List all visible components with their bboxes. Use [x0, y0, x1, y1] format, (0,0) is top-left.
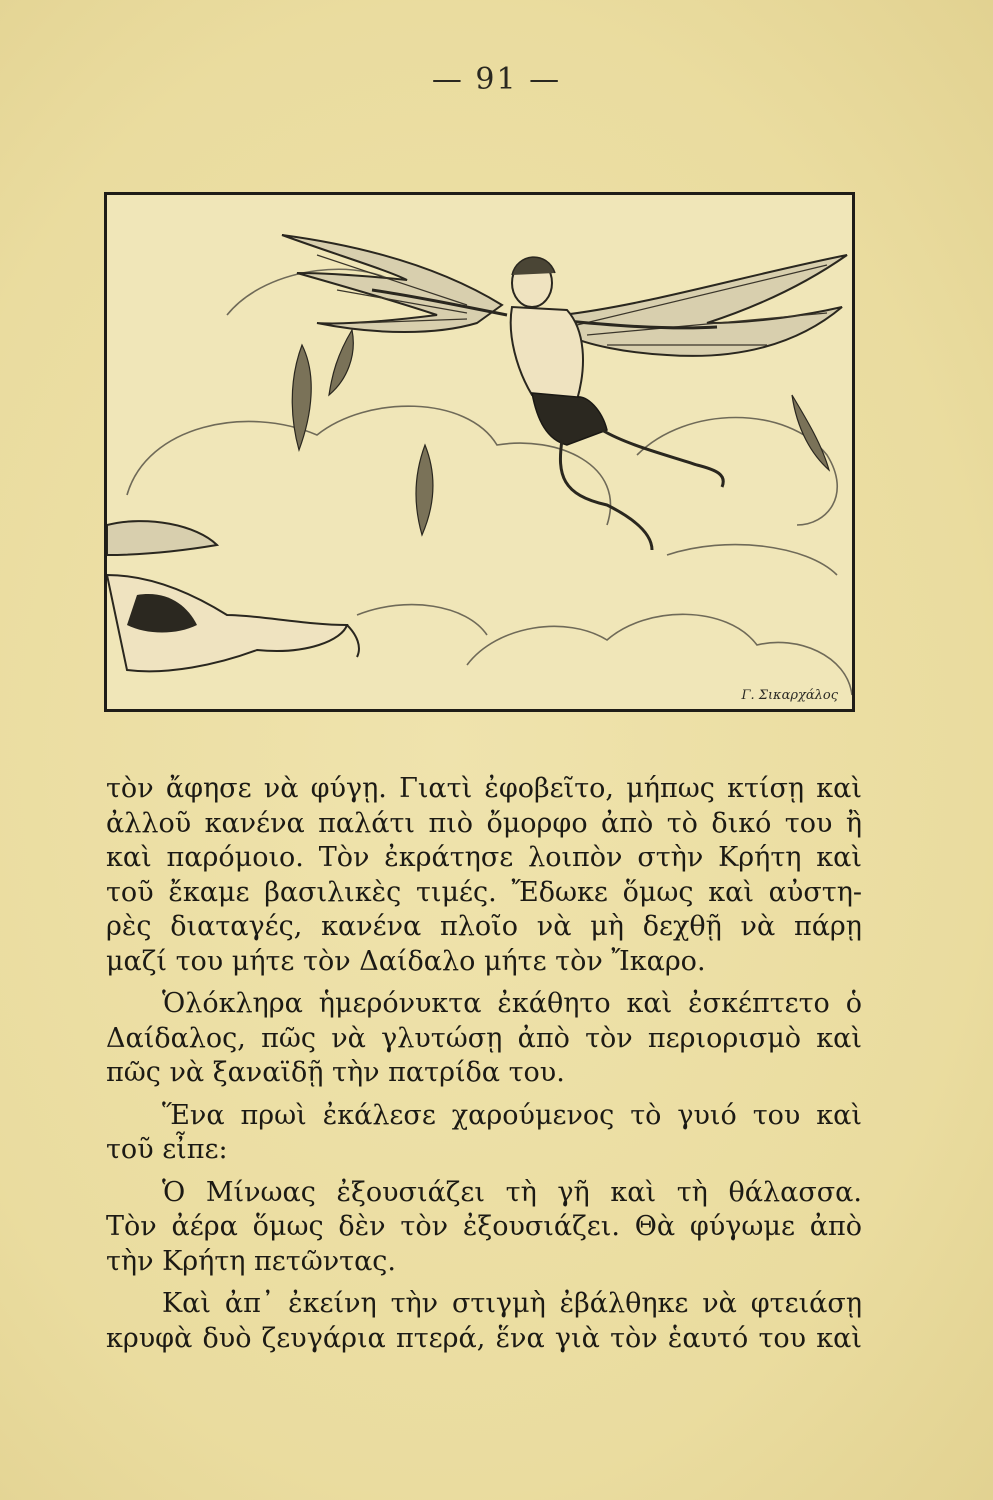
- text-line: καὶ παρόμοιο. Τὸν ἐκράτησε λοιπὸν στὴν Κρήτη καὶ: [106, 842, 862, 873]
- body-text: [106, 772, 862, 1356]
- text-line: μαζί του μήτε τὸν Δαίδαλο μήτε τὸν Ἴκαρο.: [106, 945, 706, 977]
- page-number: — 91 —: [431, 62, 562, 97]
- paragraph: [106, 1099, 862, 1168]
- text-line: τοῦ ἔκαμε βασιλικὲς τιμές. Ἔδωκε ὅμως καὶ αὐστη-: [106, 876, 862, 908]
- text-line: Τὸν ἀέρα ὅμως δὲν τὸν ἐξουσιάζει. Θὰ φύγωμε ἀπὸ: [106, 1211, 862, 1242]
- daedalus-figure: [107, 521, 359, 671]
- illustration-icarus-flight: [104, 192, 855, 712]
- text-line: Ἕνα πρωὶ ἐκάλεσε χαρούμενος τὸ γυιό του καὶ: [162, 1099, 862, 1131]
- text-line: τὴν Κρήτη πετῶντας.: [106, 1245, 396, 1277]
- icarus-figure: [282, 235, 847, 550]
- text-line: Ὁ Μίνωας ἐξουσιάζει τὴ γῆ καὶ τὴ θάλασσα.: [162, 1176, 862, 1208]
- icarus-drawing: [107, 195, 855, 712]
- text-line: πῶς νὰ ξαναϊδῇ τὴν πατρίδα του.: [106, 1057, 565, 1088]
- text-line: Ὁλόκληρα ἡμερόνυκτα ἐκάθητο καὶ ἐσκέπτετο ὁ: [162, 988, 862, 1019]
- text-line: Καὶ ἀπ᾽ ἐκείνη τὴν στιγμὴ ἐβάλθηκε νὰ φτειάσῃ: [162, 1288, 862, 1319]
- text-line: τοῦ εἶπε:: [106, 1134, 228, 1165]
- paragraph: [106, 772, 862, 979]
- text-line: κρυφὰ δυὸ ζευγάρια πτερά, ἕνα γιὰ τὸν ἑαυτό του καὶ: [106, 1322, 862, 1354]
- paragraph: [106, 1287, 862, 1356]
- illustrator-signature: Γ. Σικαρχάλος: [741, 688, 838, 703]
- paragraph: [106, 987, 862, 1091]
- paragraph: [106, 1176, 862, 1280]
- text-line: ρὲς διαταγές, κανένα πλοῖο νὰ μὴ δεχθῇ νὰ πάρῃ: [106, 911, 862, 942]
- text-line: τὸν ἄφησε νὰ φύγῃ. Γιατὶ ἐφοβεῖτο, μήπως κτίσῃ καὶ: [106, 773, 862, 804]
- text-line: ἀλλοῦ κανένα παλάτι πιὸ ὄμορφο ἀπὸ τὸ δικό του ἢ: [106, 807, 862, 839]
- text-line: Δαίδαλος, πῶς νὰ γλυτώσῃ ἀπὸ τὸν περιορισμὸ καὶ: [106, 1022, 862, 1054]
